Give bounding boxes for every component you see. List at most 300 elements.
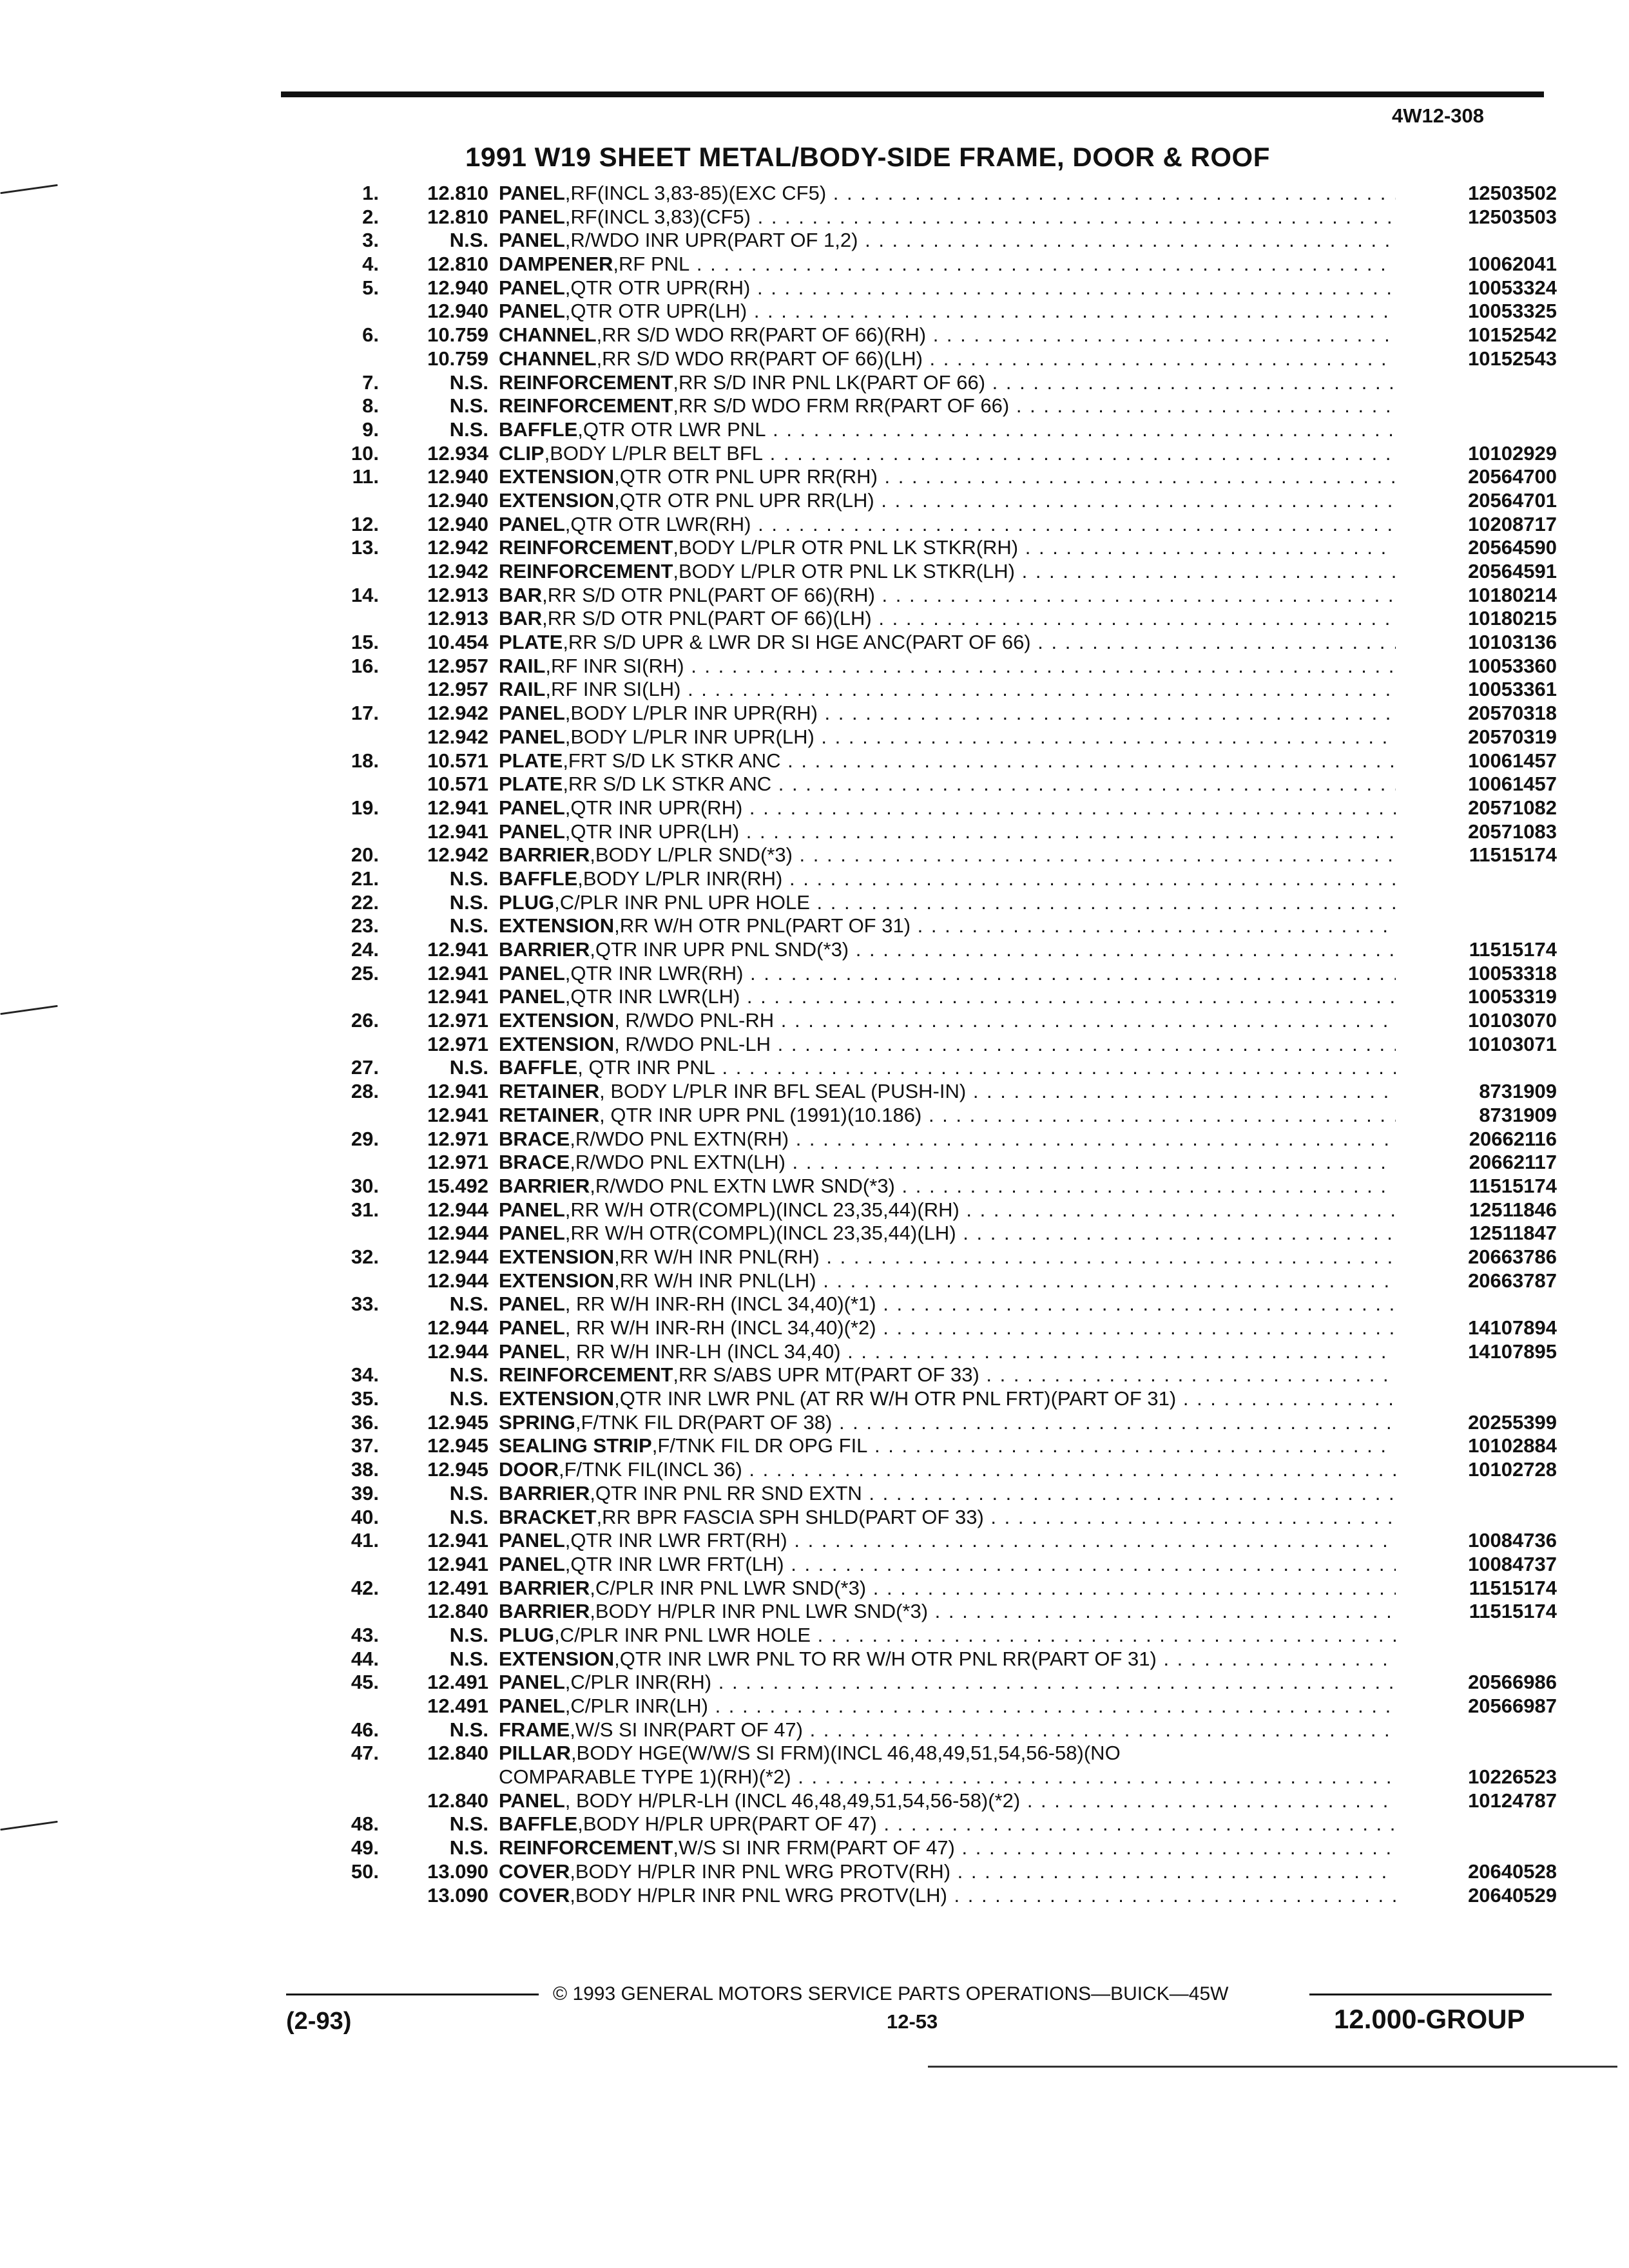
group-number: 12.840 (427, 1600, 488, 1623)
part-spec: ,QTR INR LWR FRT(RH) (564, 1529, 787, 1552)
group-number: 12.913 (427, 583, 488, 606)
item-number: 47. (351, 1742, 379, 1765)
part-row (309, 1671, 1557, 1695)
part-description (499, 1671, 1396, 1695)
part-number: 11515174 (1469, 1600, 1557, 1623)
part-name: COVER (499, 1860, 570, 1883)
part-name: PANEL (499, 796, 565, 819)
part-row (309, 1506, 1557, 1530)
part-spec: ,RR W/H OTR PNL(PART OF 31) (614, 914, 911, 937)
part-spec: ,RR S/D UPR & LWR DR SI HGE ANC(PART OF 66) (563, 631, 1031, 654)
part-description (499, 253, 1396, 276)
part-name: PANEL (499, 229, 565, 252)
part-description (499, 1482, 1396, 1506)
part-name: PLUG (499, 1623, 555, 1646)
part-number: 12503503 (1468, 205, 1557, 228)
part-number: 20255399 (1468, 1410, 1557, 1434)
part-name: BRACE (499, 1127, 570, 1150)
part-spec: ,C/PLR INR(LH) (564, 1695, 708, 1717)
part-name: REINFORCEMENT (499, 560, 673, 582)
part-name: PANEL (499, 1789, 565, 1812)
part-description (499, 1600, 1396, 1624)
part-name: PLATE (499, 749, 563, 772)
part-description (499, 1836, 1396, 1860)
part-row (309, 607, 1557, 631)
part-description (499, 1458, 1396, 1482)
part-row (309, 418, 1557, 442)
part-number: 20570318 (1468, 702, 1557, 725)
part-number: 12503502 (1468, 182, 1557, 204)
item-number: 30. (351, 1174, 379, 1197)
binder-hole-mark (0, 1005, 58, 1015)
part-row (309, 1434, 1557, 1458)
part-spec: ,QTR INR UPR(LH) (564, 820, 740, 843)
part-row (309, 1340, 1557, 1364)
part-row (309, 1128, 1557, 1151)
part-name: EXTENSION (499, 1245, 615, 1268)
part-spec: ,QTR INR LWR(LH) (564, 985, 740, 1008)
part-spec: ,QTR INR PNL RR SND EXTN (590, 1481, 862, 1504)
part-number: 10152542 (1468, 323, 1557, 347)
item-number: 45. (351, 1671, 379, 1694)
group-number: 12.941 (427, 796, 488, 819)
item-number: 9. (362, 418, 379, 441)
group-number: N.S. (449, 1623, 488, 1646)
item-number: 4. (362, 253, 379, 276)
group-number: 12.942 (427, 536, 488, 559)
group-number: N.S. (449, 1647, 488, 1670)
item-number: 29. (351, 1127, 379, 1150)
item-number: 42. (351, 1576, 379, 1599)
part-spec: ,RR W/H INR PNL(RH) (614, 1245, 820, 1268)
part-description (499, 1198, 1396, 1222)
part-description (499, 773, 1396, 796)
part-name: BRACKET (499, 1505, 597, 1528)
part-row (309, 1104, 1557, 1128)
group-number: 10.759 (427, 323, 488, 347)
part-number: 20570319 (1468, 725, 1557, 748)
group-number: N.S. (449, 890, 488, 914)
part-spec: ,BODY L/PLR SND(*3) (590, 843, 793, 867)
part-name: PLATE (499, 631, 563, 654)
part-name: BARRIER (499, 1576, 590, 1599)
part-number: 10180214 (1468, 583, 1557, 606)
group-number: 12.940 (427, 300, 488, 323)
part-number: 14107894 (1468, 1316, 1557, 1339)
part-name: PANEL (499, 702, 565, 725)
part-name: REINFORCEMENT (499, 536, 673, 559)
part-spec: ,QTR OTR UPR(LH) (564, 300, 747, 323)
group-number: 12.971 (427, 1127, 488, 1150)
part-row (309, 1458, 1557, 1482)
part-row (309, 1316, 1557, 1340)
part-description (499, 1529, 1396, 1553)
part-description (499, 702, 1396, 726)
part-row (309, 843, 1557, 867)
group-number: N.S. (449, 1293, 488, 1316)
part-name: FRAME (499, 1718, 570, 1741)
part-spec: ,RR S/D OTR PNL(PART OF 66)(RH) (542, 583, 875, 606)
group-number: N.S. (449, 418, 488, 441)
part-name: RAIL (499, 654, 546, 677)
part-spec: ,BODY H/PLR UPR(PART OF 47) (577, 1812, 877, 1836)
group-number: 12.940 (427, 488, 488, 512)
footer-group: 12.000-GROUP (1334, 2004, 1525, 2034)
part-spec: ,R/WDO PNL EXTN LWR SND(*3) (590, 1174, 895, 1197)
part-description (499, 394, 1396, 418)
part-description (499, 1577, 1396, 1600)
part-number: 10102929 (1468, 441, 1557, 465)
part-spec: ,RR W/H OTR(COMPL)(INCL 23,35,44)(RH) (564, 1198, 959, 1221)
part-name: BARRIER (499, 1481, 590, 1504)
part-number: 11515174 (1469, 843, 1557, 867)
part-spec: , RR W/H INR-RH (INCL 34,40)(*1) (564, 1293, 876, 1316)
binder-hole-mark (0, 1821, 58, 1831)
part-spec: , BODY L/PLR INR BFL SEAL (PUSH-IN) (599, 1080, 967, 1103)
part-row (309, 1009, 1557, 1033)
part-description (499, 1316, 1396, 1340)
part-name: REINFORCEMENT (499, 370, 673, 394)
part-number: 11515174 (1469, 938, 1557, 961)
part-description (499, 418, 1396, 442)
part-spec: ,RR S/ABS UPR MT(PART OF 33) (673, 1363, 979, 1387)
part-spec: ,R/WDO PNL EXTN(RH) (570, 1127, 789, 1150)
group-number: 12.810 (427, 182, 488, 204)
part-spec: COMPARABLE TYPE 1)(RH)(*2) (499, 1765, 791, 1789)
part-name: EXTENSION (499, 1647, 615, 1670)
group-number: 12.945 (427, 1410, 488, 1434)
part-row (309, 1600, 1557, 1624)
part-name: SPRING (499, 1410, 575, 1434)
part-spec: ,QTR OTR LWR(RH) (564, 512, 751, 535)
part-name: PANEL (499, 1198, 565, 1221)
part-description (499, 276, 1396, 300)
part-number: 10226523 (1468, 1765, 1557, 1789)
part-description (499, 820, 1396, 844)
part-description (499, 1222, 1396, 1245)
part-description (499, 465, 1396, 489)
part-row (309, 1884, 1557, 1908)
part-row (309, 513, 1557, 537)
item-number: 21. (351, 867, 379, 890)
group-number: 12.942 (427, 725, 488, 748)
part-row (309, 1836, 1557, 1860)
part-description (499, 891, 1396, 915)
part-spec: , R/WDO PNL-RH (614, 1009, 775, 1032)
part-spec: ,RF(INCL 3,83-85)(EXC CF5) (564, 182, 827, 204)
part-number: 10103070 (1468, 1009, 1557, 1032)
group-number: 12.941 (427, 961, 488, 985)
part-name: PANEL (499, 1316, 565, 1339)
group-number: 15.492 (427, 1174, 488, 1197)
part-spec: ,W/S SI INR(PART OF 47) (570, 1718, 803, 1741)
parts-list (309, 182, 1557, 1907)
part-row (309, 1245, 1557, 1269)
part-name: PANEL (499, 205, 565, 228)
group-number: 12.941 (427, 1080, 488, 1103)
part-description (499, 206, 1396, 229)
item-number: 35. (351, 1387, 379, 1410)
part-row (309, 962, 1557, 986)
part-spec: ,QTR INR UPR PNL SND(*3) (590, 938, 849, 961)
part-spec: ,C/PLR INR PNL LWR SND(*3) (590, 1576, 867, 1599)
part-number: 20564701 (1468, 488, 1557, 512)
part-row (309, 1175, 1557, 1198)
part-description (499, 536, 1396, 560)
part-row (309, 631, 1557, 655)
part-name: DOOR (499, 1458, 559, 1481)
item-number: 8. (362, 394, 379, 418)
group-number: 12.491 (427, 1695, 488, 1717)
part-number: 10053361 (1468, 678, 1557, 701)
part-description (499, 229, 1396, 253)
part-spec: ,FRT S/D LK STKR ANC (563, 749, 781, 772)
part-name: BAR (499, 583, 543, 606)
part-description (499, 1648, 1396, 1671)
part-name: BARRIER (499, 1600, 590, 1623)
group-number: 12.944 (427, 1245, 488, 1268)
part-row (309, 536, 1557, 560)
group-number: 12.944 (427, 1198, 488, 1221)
part-description (499, 655, 1396, 678)
group-number: 12.942 (427, 843, 488, 867)
group-number: 12.941 (427, 820, 488, 843)
part-name: PLATE (499, 773, 563, 796)
part-description (499, 1718, 1396, 1742)
part-name: SEALING STRIP (499, 1434, 652, 1457)
group-number: N.S. (449, 394, 488, 418)
item-number: 6. (362, 323, 379, 347)
part-number: 10053318 (1468, 961, 1557, 985)
part-spec: , R/WDO PNL-LH (614, 1032, 771, 1055)
part-row (309, 985, 1557, 1009)
part-number: 10062041 (1468, 253, 1557, 276)
part-name: BAR (499, 607, 543, 630)
group-number: 12.941 (427, 1552, 488, 1575)
part-spec: ,RR S/D WDO FRM RR(PART OF 66) (673, 394, 1010, 418)
footer-rule-right (1309, 1994, 1552, 1995)
item-number: 41. (351, 1529, 379, 1552)
item-number: 11. (352, 465, 379, 488)
part-row (309, 276, 1557, 300)
item-number: 43. (351, 1623, 379, 1646)
part-row (309, 1151, 1557, 1175)
group-number: N.S. (449, 1812, 488, 1836)
item-number: 19. (351, 796, 379, 819)
part-row (309, 914, 1557, 938)
part-row (309, 1789, 1557, 1813)
part-row (309, 465, 1557, 489)
item-number: 16. (351, 654, 379, 677)
item-number: 32. (351, 1245, 379, 1268)
top-rule (281, 91, 1544, 97)
item-number: 15. (351, 631, 379, 654)
part-spec: , QTR INR UPR PNL (1991)(10.186) (599, 1103, 922, 1126)
part-row (309, 796, 1557, 820)
part-name: CLIP (499, 441, 545, 465)
part-row (309, 1033, 1557, 1057)
part-name: PANEL (499, 961, 565, 985)
part-description (499, 513, 1396, 537)
item-number: 44. (351, 1647, 379, 1670)
part-row (309, 489, 1557, 513)
part-description (499, 347, 1396, 371)
item-number: 1. (362, 182, 379, 204)
item-number: 14. (351, 583, 379, 606)
part-name: BAFFLE (499, 1812, 578, 1836)
part-description (499, 726, 1396, 749)
group-number: 12.491 (427, 1576, 488, 1599)
group-number: N.S. (449, 867, 488, 890)
part-name: PANEL (499, 1340, 565, 1363)
group-number: 13.090 (427, 1860, 488, 1883)
group-number: 12.940 (427, 465, 488, 488)
part-row (309, 1198, 1557, 1222)
item-number: 34. (351, 1363, 379, 1387)
item-number: 5. (362, 276, 379, 299)
part-name: PANEL (499, 1552, 565, 1575)
part-row (309, 1648, 1557, 1671)
item-number: 2. (362, 205, 379, 228)
part-spec: ,RR W/H INR PNL(LH) (614, 1269, 816, 1292)
part-name: REINFORCEMENT (499, 394, 673, 418)
part-name: BAFFLE (499, 867, 578, 890)
item-number: 40. (351, 1505, 379, 1528)
part-name: REINFORCEMENT (499, 1363, 673, 1387)
group-number: 12.810 (427, 253, 488, 276)
group-number: N.S. (449, 1056, 488, 1079)
part-spec: ,F/TNK FIL DR(PART OF 38) (575, 1410, 833, 1434)
part-description (499, 938, 1396, 962)
part-description (499, 1245, 1396, 1269)
part-name: PANEL (499, 1671, 565, 1694)
item-number: 28. (351, 1080, 379, 1103)
group-number: 12.944 (427, 1222, 488, 1245)
part-description (499, 1506, 1396, 1530)
part-name: PANEL (499, 1222, 565, 1245)
part-number: 10103071 (1468, 1032, 1557, 1055)
item-number: 46. (351, 1718, 379, 1741)
part-spec: ,RR BPR FASCIA SPH SHLD(PART OF 33) (596, 1505, 984, 1528)
part-number: 10061457 (1468, 749, 1557, 772)
part-name: PANEL (499, 725, 565, 748)
group-number: N.S. (449, 1363, 488, 1387)
part-description (499, 796, 1396, 820)
part-row (309, 726, 1557, 749)
part-number: 10208717 (1468, 512, 1557, 535)
part-spec: ,R/WDO INR UPR(PART OF 1,2) (564, 229, 858, 252)
part-row (309, 1411, 1557, 1435)
part-number: 12511846 (1469, 1198, 1557, 1221)
part-spec: ,QTR OTR PNL UPR RR(LH) (614, 488, 874, 512)
part-row (309, 1363, 1557, 1387)
part-name: RETAINER (499, 1080, 600, 1103)
part-description (499, 1434, 1396, 1458)
part-name: PANEL (499, 512, 565, 535)
part-number: 10102884 (1468, 1434, 1557, 1457)
item-number: 10. (351, 441, 379, 465)
part-description (499, 1175, 1396, 1198)
part-row (309, 1553, 1557, 1577)
part-description (499, 1553, 1396, 1577)
part-description (499, 1269, 1396, 1293)
part-description (499, 371, 1396, 395)
part-number: 20640528 (1468, 1860, 1557, 1883)
part-row (309, 891, 1557, 915)
part-name: BARRIER (499, 938, 590, 961)
part-spec: , RR W/H INR-RH (INCL 34,40)(*2) (564, 1316, 876, 1339)
part-spec: ,QTR OTR LWR PNL (577, 418, 766, 441)
part-spec: ,W/S SI INR FRM(PART OF 47) (673, 1836, 955, 1860)
binder-hole-mark (0, 184, 58, 194)
part-description (499, 867, 1396, 891)
part-name: EXTENSION (499, 1032, 615, 1055)
item-number: 26. (351, 1009, 379, 1032)
part-number: 10124787 (1468, 1789, 1557, 1812)
part-number: 10084736 (1468, 1529, 1557, 1552)
part-description (499, 182, 1396, 206)
part-spec: ,RR S/D LK STKR ANC (563, 773, 772, 796)
part-name: BAFFLE (499, 1056, 578, 1079)
part-row (309, 1080, 1557, 1104)
part-spec: ,BODY L/PLR OTR PNL LK STKR(LH) (673, 560, 1015, 582)
part-spec: ,BODY L/PLR INR UPR(LH) (564, 725, 815, 748)
part-spec: ,C/PLR INR(RH) (564, 1671, 712, 1694)
part-description (499, 1860, 1396, 1884)
part-spec: ,C/PLR INR PNL LWR HOLE (554, 1623, 811, 1646)
part-spec: ,QTR INR LWR PNL (AT RR W/H OTR PNL FRT)(PART OF 31) (614, 1387, 1177, 1410)
part-description (499, 560, 1396, 584)
part-name: EXTENSION (499, 1387, 615, 1410)
part-description (499, 843, 1396, 867)
part-description (499, 1742, 1396, 1765)
part-name: REINFORCEMENT (499, 1836, 673, 1860)
part-description (499, 1884, 1396, 1908)
part-row (309, 1269, 1557, 1293)
group-number: 12.491 (427, 1671, 488, 1694)
part-number: 20662117 (1469, 1151, 1557, 1174)
part-spec: ,QTR OTR PNL UPR RR(RH) (614, 465, 878, 488)
part-number: 10053324 (1468, 276, 1557, 299)
group-number: 12.942 (427, 560, 488, 582)
part-description (499, 1387, 1396, 1411)
part-description (499, 442, 1396, 466)
item-number: 33. (351, 1293, 379, 1316)
part-description (499, 962, 1396, 986)
footer-copyright: © 1993 GENERAL MOTORS SERVICE PARTS OPERATIONS—BUICK—45W (553, 1983, 1229, 2004)
group-number: 13.090 (427, 1883, 488, 1907)
part-row (309, 678, 1557, 702)
part-description (499, 584, 1396, 608)
part-spec: ,RF INR SI(RH) (545, 654, 684, 677)
group-number: 12.971 (427, 1032, 488, 1055)
part-spec: ,QTR INR LWR PNL TO RR W/H OTR PNL RR(PART OF 31) (614, 1647, 1157, 1670)
part-row (309, 820, 1557, 844)
part-spec: ,C/PLR INR PNL UPR HOLE (554, 890, 810, 914)
item-number: 25. (351, 961, 379, 985)
item-number: 36. (351, 1410, 379, 1434)
part-description (499, 1363, 1396, 1387)
part-description (499, 1695, 1396, 1718)
item-number: 12. (351, 512, 379, 535)
part-number: 11515174 (1469, 1576, 1557, 1599)
part-name: BARRIER (499, 1174, 590, 1197)
part-number: 11515174 (1469, 1174, 1557, 1197)
part-name: PANEL (499, 1695, 565, 1717)
part-description (499, 1411, 1396, 1435)
part-name: PANEL (499, 276, 565, 299)
part-row (309, 1482, 1557, 1506)
